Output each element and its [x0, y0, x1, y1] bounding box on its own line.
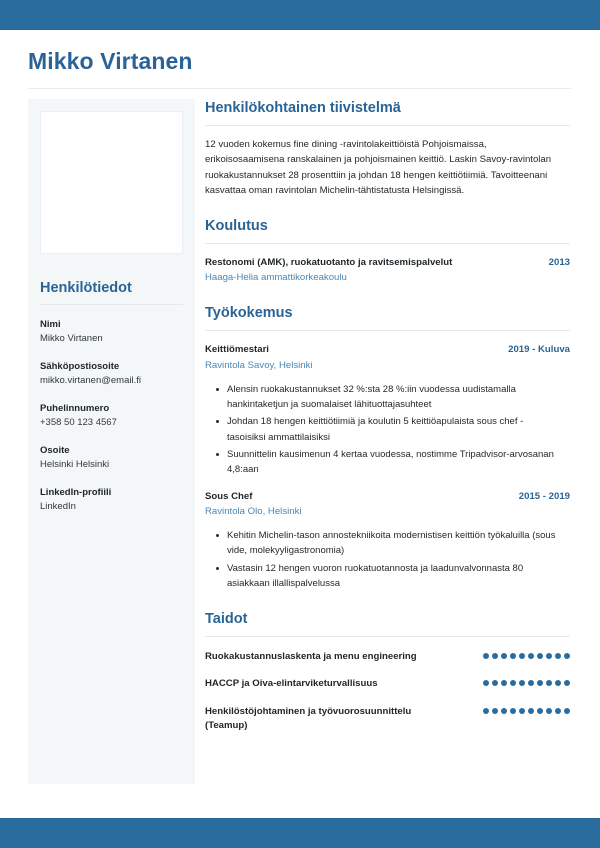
rating-dot: [492, 708, 498, 714]
rating-dot: [546, 653, 552, 659]
personal-details-heading: Henkilötiedot: [40, 279, 132, 296]
rating-dot: [528, 708, 534, 714]
rating-dot: [492, 680, 498, 686]
entry-title: Sous Chef: [205, 490, 253, 502]
rating-dot: [510, 653, 516, 659]
rating-dot: [564, 653, 570, 659]
bullet-item: Kehitin Michelin-tason annostekniikoita modernistisen keittiön työkaluilla (sous vide, molekyyligastronomia): [227, 528, 557, 559]
bottom-banner: [0, 818, 600, 848]
rating-dot: [501, 708, 507, 714]
field-value: +358 50 123 4567: [40, 417, 117, 429]
bullet-item: Johdan 18 hengen keittiötiimiä ja koulutin 5 keittiöapulaista sous chef -tasoisiksi ammattilaisiksi: [227, 414, 557, 445]
rating-dot: [492, 653, 498, 659]
summary-heading: Henkilökohtainen tiivistelmä: [205, 99, 401, 116]
field-value: mikko.virtanen@email.fi: [40, 375, 141, 387]
skill-rating: [483, 705, 570, 714]
experience-section: [205, 304, 570, 591]
rating-dot: [546, 708, 552, 714]
skills-heading: Taidot: [205, 610, 248, 627]
page-title: Mikko Virtanen: [28, 48, 193, 74]
rating-dot: [510, 708, 516, 714]
entry-date: 2015 - 2019: [518, 490, 570, 502]
education-entry: [205, 256, 570, 286]
entry-organization: Haaga-Helia ammattikorkeakoulu: [205, 272, 347, 284]
field-label: Puhelinnumero: [40, 402, 110, 414]
avatar: [40, 111, 183, 254]
field-value: Helsinki Helsinki: [40, 459, 110, 471]
skill-row: [205, 650, 570, 664]
rating-dot: [555, 653, 561, 659]
personal-details-section: [28, 280, 195, 515]
field-label: Sähköpostiosoite: [40, 360, 120, 372]
rating-dot: [528, 653, 534, 659]
skill-rating: [483, 650, 570, 659]
rating-dot: [537, 680, 543, 686]
entry-date: 2013: [548, 256, 570, 268]
sidebar: [28, 99, 195, 784]
skill-row: [205, 677, 570, 691]
rating-dot: [501, 653, 507, 659]
header: [0, 30, 600, 89]
main-column: [205, 99, 570, 734]
summary-text: 12 vuoden kokemus fine dining -ravintolakeittiöistä Pohjoismaissa, erikoisosaamisena ranskalainen ja pohjoismainen keittiö. Laskin Savoy-ravintolan ruokakustannukset 28 prosenttiin ja johdan 18 hengen keittiötiimiä. Tavoitteenani kasvattaa oman ravintolan Michelin-tähtistatusta Helsingissä.: [205, 138, 552, 197]
skills-divider: [205, 636, 570, 637]
field-linkedin: [40, 486, 183, 515]
experience-entry: [205, 343, 570, 478]
education-heading: Koulutus: [205, 217, 268, 234]
rating-dot: [483, 653, 489, 659]
skill-row: [205, 705, 570, 734]
summary-section: [205, 99, 570, 199]
rating-dot: [555, 680, 561, 686]
skills-section: [205, 610, 570, 734]
rating-dot: [555, 708, 561, 714]
rating-dot: [483, 680, 489, 686]
entry-bullets: [205, 528, 570, 592]
field-email: [40, 360, 183, 389]
rating-dot: [483, 708, 489, 714]
page-content: [0, 30, 600, 784]
skill-name: Henkilöstöjohtaminen ja työvuorosuunnittelu (Teamup): [205, 705, 412, 731]
field-label: LinkedIn-profiili: [40, 486, 112, 498]
entry-title: Restonomi (AMK), ruokatuotanto ja ravitsemispalvelut: [205, 256, 453, 268]
top-banner: [0, 0, 600, 30]
bullet-item: Vastasin 12 hengen vuoron ruokatuotannosta ja laadunvalvonnasta 80 asiakkaan illallispalvelussa: [227, 561, 557, 592]
experience-divider: [205, 330, 570, 331]
field-label: Osoite: [40, 444, 70, 456]
entry-organization: Ravintola Olo, Helsinki: [205, 506, 302, 518]
skill-name: Ruokakustannuslaskenta ja menu engineering: [205, 650, 417, 662]
personal-details-divider: [40, 304, 183, 305]
field-nimi: [40, 318, 183, 347]
experience-heading: Työkokemus: [205, 305, 293, 322]
field-address: [40, 444, 183, 473]
entry-organization: Ravintola Savoy, Helsinki: [205, 359, 313, 371]
bullet-item: Suunnittelin kausimenun 4 kertaa vuodessa, nostimme Tripadvisor-arvosanan 4,8:aan: [227, 447, 557, 478]
skill-name: HACCP ja Oiva-elintarviketurvallisuus: [205, 678, 378, 690]
skill-rating: [483, 677, 570, 686]
education-section: [205, 217, 570, 286]
field-phone: [40, 402, 183, 431]
field-value[interactable]: LinkedIn: [40, 501, 76, 513]
entry-header: [205, 343, 570, 357]
rating-dot: [546, 680, 552, 686]
rating-dot: [528, 680, 534, 686]
summary-divider: [205, 125, 570, 126]
rating-dot: [564, 680, 570, 686]
rating-dot: [564, 708, 570, 714]
body-columns: [0, 89, 600, 784]
field-value: Mikko Virtanen: [40, 333, 103, 345]
experience-entry: [205, 490, 570, 592]
rating-dot: [537, 653, 543, 659]
entry-title: Keittiömestari: [205, 344, 269, 356]
entry-date: 2019 - Kuluva: [508, 344, 570, 356]
entry-bullets: [205, 382, 570, 478]
education-divider: [205, 243, 570, 244]
rating-dot: [519, 708, 525, 714]
entry-header: [205, 490, 570, 504]
field-label: Nimi: [40, 318, 61, 330]
rating-dot: [501, 680, 507, 686]
rating-dot: [537, 708, 543, 714]
rating-dot: [510, 680, 516, 686]
entry-header: [205, 256, 570, 270]
rating-dot: [519, 653, 525, 659]
bullet-item: Alensin ruokakustannukset 32 %:sta 28 %:iin vuodessa uudistamalla hankintaketjun ja suomalaiset lähituottajasuhteet: [227, 382, 557, 413]
rating-dot: [519, 680, 525, 686]
